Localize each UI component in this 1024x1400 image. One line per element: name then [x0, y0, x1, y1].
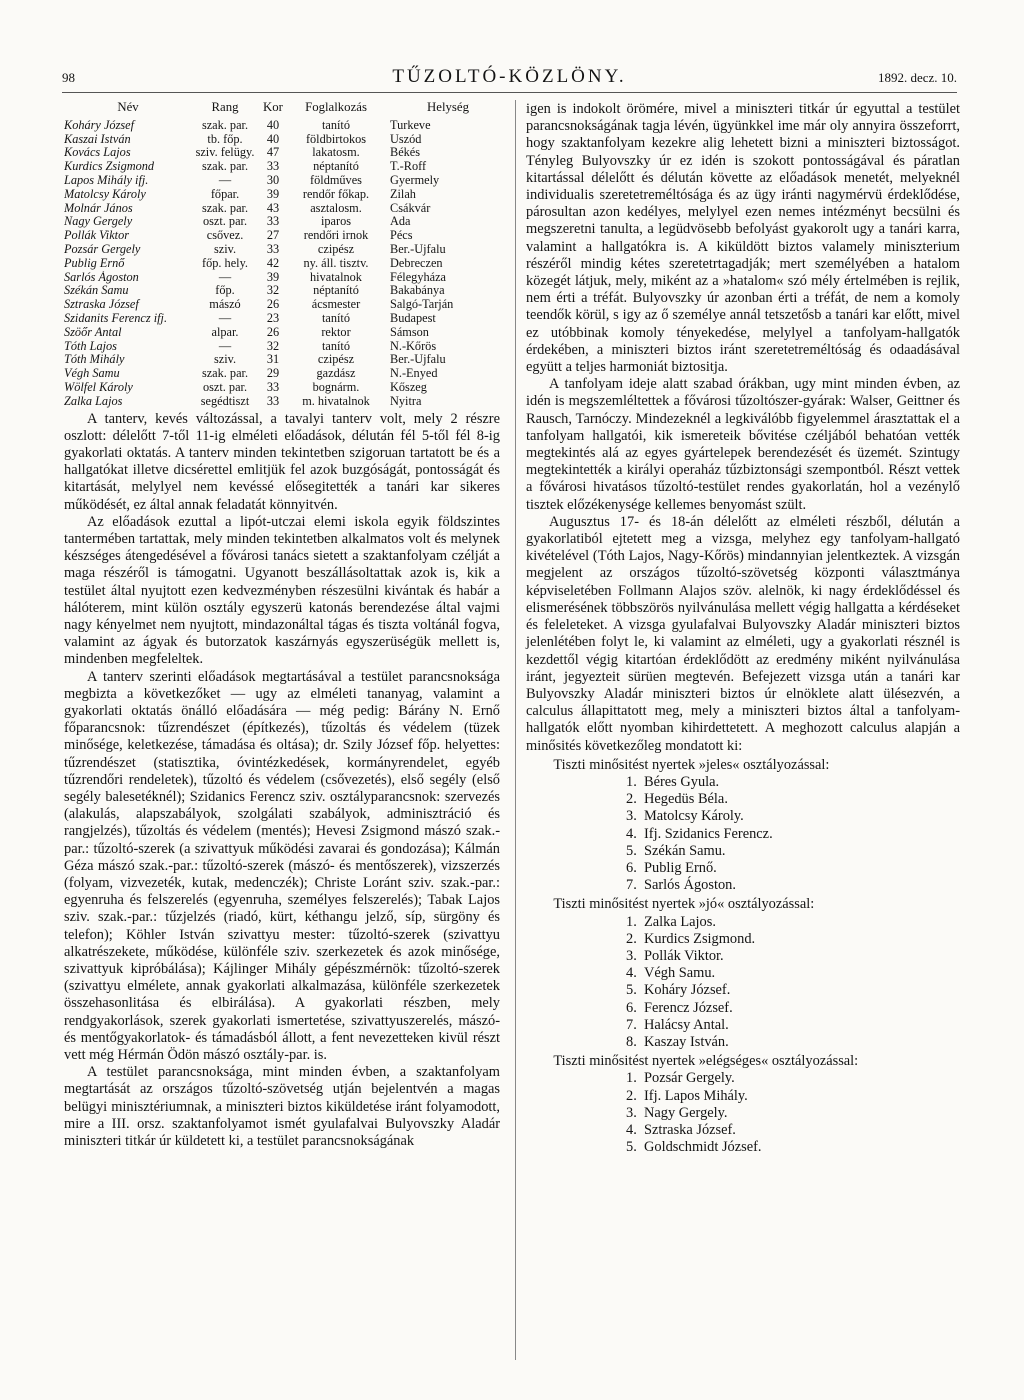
honor-list	[526, 757, 960, 895]
cell-town: Salgó-Tarján	[390, 298, 454, 312]
table-row	[64, 367, 506, 381]
honoree-name: Koháry József.	[644, 982, 731, 999]
cell-town: Bakabánya	[390, 284, 445, 298]
cell-age: 32	[266, 339, 280, 353]
cell-name: Pozsár Gergely	[64, 242, 141, 256]
table-header-row	[64, 101, 506, 119]
honoree-name: Sarlós Ágoston.	[644, 877, 736, 894]
cell-name: Tóth Lajos	[64, 339, 117, 353]
cell-town: N.-Kőrös	[390, 339, 437, 353]
cell-occupation: lakatosm.	[312, 146, 360, 160]
paragraph: Az előadások ezuttal a lipót-utczai elemi iskola egyik földszintes tantermében tartattak, mely minden tekintetben alkalmatos volt és melynek készséges átengedésével a fővárosi tanács sietett a szaktanfolyam czélját a maga részéről is támogatni. Ugyanott beszállásoltattak azok is, kik a testület által nyujtott ezen kedvezményben részesülni kivántak és habár a hálóterem, mint külön osztály egyszerü katonás berendezése által vajmi nagy kényelmet nem nyujtott, mindazonáltal tágas és tiszta voltánál fogva, valamint az ágyak és butorzatok kaszárnyás egyszerüségük mellett is, mindenben megfeleltek.	[64, 513, 500, 668]
cell-town: Kőszeg	[390, 380, 427, 394]
participant-table	[64, 101, 506, 409]
cell-occupation: czipész	[317, 353, 355, 367]
cell-name: Kaszai István	[64, 132, 131, 146]
cell-rank: tb. főp.	[207, 132, 243, 146]
cell-name: Zalka Lajos	[64, 394, 123, 408]
list-item	[526, 774, 960, 791]
cell-occupation: gazdász	[316, 367, 356, 381]
cell-rank: sziv.	[213, 353, 237, 367]
list-number: 8.	[626, 1033, 637, 1050]
cell-rank: segédtiszt	[200, 394, 250, 408]
cell-town: Zilah	[390, 187, 416, 201]
cell-age: 26	[266, 298, 280, 312]
cell-occupation: ny. áll. tisztv.	[303, 256, 369, 270]
cell-age: 31	[266, 353, 280, 367]
list-number: 5.	[626, 1139, 637, 1156]
cell-rank: sziv.	[213, 242, 237, 256]
list-item	[526, 1088, 960, 1105]
list-item	[526, 948, 960, 965]
cell-age: 33	[266, 215, 280, 229]
cell-name: Molnár János	[64, 201, 133, 215]
list-number: 2.	[626, 791, 637, 808]
cell-age: 33	[266, 242, 280, 256]
column-divider	[515, 100, 516, 1360]
cell-rank: —	[218, 339, 232, 353]
cell-rank: oszt. par.	[202, 215, 248, 229]
cell-town: T.-Roff	[390, 160, 427, 174]
cell-town: Debreczen	[390, 256, 443, 270]
honoree-name: Pozsár Gergely.	[644, 1070, 735, 1087]
table-row	[64, 188, 506, 202]
table-row	[64, 174, 506, 188]
cell-town: Sámson	[390, 325, 429, 339]
cell-occupation: földműves	[310, 173, 362, 187]
cell-rank: mászó	[209, 298, 241, 312]
list-number: 7.	[626, 1016, 637, 1033]
qualification-lists	[526, 757, 960, 1157]
cell-age: 23	[266, 311, 280, 325]
list-item	[526, 1017, 960, 1034]
left-column	[64, 101, 500, 1150]
cell-rank: főp. hely.	[202, 256, 248, 270]
table-row	[64, 271, 506, 285]
list-item	[526, 877, 960, 894]
honoree-name: Halácsy Antal.	[644, 1016, 729, 1033]
page-header	[62, 66, 957, 92]
cell-name: Lapos Mihály ifj.	[64, 173, 149, 187]
left-article-text	[64, 411, 500, 1151]
cell-occupation: rektor	[321, 325, 351, 339]
cell-name: Pollák Viktor	[64, 229, 129, 243]
table-row	[64, 146, 506, 160]
cell-town: Turkeve	[390, 118, 431, 132]
cell-town: Gyermely	[390, 173, 440, 187]
table-row	[64, 160, 506, 174]
table-row	[64, 340, 506, 354]
honoree-name: Béres Gyula.	[644, 773, 720, 790]
paragraph: A tanterv szerinti előadások megtartásával a testület parancsnoksága megbizta a következőket — ugy az elméleti tananyag, valamint a gyakorlati oktatás önálló előadására — még pedig: Bárány N. Ernő főparancsnok: tűzrendészet (építkezés), tűzoltás és védelem (tüzek minősége, keletkezése, támadása és oltása); dr. Szily József főp. helyettes: tűzrendészet (statisztika, óvintézkedések, kormányrendelet, egyéb tűzrendőri rendeletek), tűzoltó és védelem (csővezetés), első segély (első segély balesetéknél); Szidanics Ferencz sziv. osztályparancsnok: szervezés (alakulás, alapszabályok, szolgálati szabályok, adminisztráció és rangjelzés), tűzoltás és védelem (mentés); Hevesi Zsigmond mászó szak.-par.: tűzoltó-szerek (a szivattyuk működési zavarai és gondozása); Kálmán Géza mászó szak.-par.: tűzoltó-szerek (mászó- és mentőszerek), vizszerzés (folyam, vizvezeték, kutak, medenczék); Christe Loránt sziv. szak.-par.: egyenruha és felszerelés (egyenruha, személyes felszerelés); Tabak Lajos sziv. szak.-par.: tűzjelzés (riadó, kürt, kéthangu jelző, síp, sürgöny és telefon); Köhler István szivattyu mester: tűzoltó-szerek (szivattyu alkatrészekete, működése, különféle sziv. szerkezetek és azok minősége, szivattyuk kipróbálása); Kájlinger Mihály gépészmérnök: tűzoltó-szerek (szivattyu elmélete, annak gyakorlati alkalmazása, különféle szerkezetek összehasonlitása és elbirálása). A gyakorlati részben, mely rendgyakorlások, szerek gyakorlati ismertetése, szivattyuszerelés, mászó- és mentőgyakorlatok- és támadásból állott, a fent nevezetteken kivül részt vett még Hérmán Ödön mászó osztály-par. is.	[64, 668, 500, 1064]
cell-occupation: iparos	[320, 215, 352, 229]
cell-age: 27	[266, 229, 280, 243]
header-rule	[62, 92, 957, 93]
list-item	[526, 1122, 960, 1139]
list-number: 5.	[626, 842, 637, 859]
cell-age: 33	[266, 394, 280, 408]
cell-town: Ber.-Ujfalu	[390, 242, 446, 256]
list-item	[526, 860, 960, 877]
cell-name: Kurdics Zsigmond	[64, 160, 155, 174]
list-number: 6.	[626, 859, 637, 876]
list-number: 4.	[626, 825, 637, 842]
table-row	[64, 284, 506, 298]
honoree-name: Ifj. Szidanics Ferencz.	[644, 825, 773, 842]
honor-list-header: Tiszti minősitést nyertek »elégséges« osztályozással:	[553, 1053, 859, 1070]
col-header-town: Helység	[427, 100, 469, 114]
cell-occupation: ácsmester	[311, 298, 361, 312]
list-item	[526, 914, 960, 931]
list-number: 4.	[626, 965, 637, 982]
cell-town: Budapest	[390, 311, 436, 325]
cell-name: Tóth Mihály	[64, 353, 125, 367]
list-item	[526, 843, 960, 860]
cell-age: 26	[266, 325, 280, 339]
col-header-rank: Rang	[211, 100, 239, 114]
cell-occupation: hivatalnok	[310, 270, 362, 284]
cell-name: Kovács Lajos	[64, 146, 131, 160]
list-number: 3.	[626, 1104, 637, 1121]
cell-name: Székán Samu	[64, 284, 129, 298]
page-number: 98	[62, 70, 75, 85]
col-header-age: Kor	[263, 100, 283, 114]
cell-occupation: m. hivatalnok	[302, 394, 370, 408]
cell-occupation: tanító	[321, 118, 350, 132]
table-row	[64, 326, 506, 340]
cell-age: 30	[266, 173, 280, 187]
honoree-name: Sztraska József.	[644, 1121, 736, 1138]
honoree-name: Székán Samu.	[644, 842, 726, 859]
honor-list-header: Tiszti minősitést nyertek »jó« osztályozással:	[553, 896, 815, 913]
list-item	[526, 826, 960, 843]
list-number: 1.	[626, 913, 637, 930]
cell-age: 29	[266, 367, 280, 381]
list-number: 3.	[626, 808, 637, 825]
cell-name: Szidanits Ferencz ifj.	[64, 311, 168, 325]
list-number: 6.	[626, 999, 637, 1016]
cell-town: Ber.-Ujfalu	[390, 353, 446, 367]
cell-rank: főp.	[215, 284, 235, 298]
cell-age: 42	[266, 256, 280, 270]
list-number: 4.	[626, 1121, 637, 1138]
cell-name: Végh Samu	[64, 367, 120, 381]
table-row	[64, 243, 506, 257]
cell-age: 39	[266, 187, 280, 201]
right-column	[526, 101, 960, 1156]
honoree-name: Végh Samu.	[644, 965, 716, 982]
cell-town: N.-Enyed	[390, 367, 438, 381]
honoree-name: Zalka Lajos.	[644, 913, 716, 930]
honoree-name: Publig Ernő.	[644, 859, 717, 876]
table-row	[64, 381, 506, 395]
table-row	[64, 312, 506, 326]
cell-rank: csővez.	[206, 229, 244, 243]
paragraph: A testület parancsnoksága, mint minden évben, a szaktanfolyam megtartását az országos tűzoltó-szövetség utján bejelentvén a magas belügyi minisztériumnak, a miniszteri biztos kiküldetése iránt folyamodott, mire a III. orsz. szaktanfolyamot ismét gyulafalvai Bulyovszky Aladár miniszteri titkár úr küldetett ki, a testület parancsnokságának	[64, 1064, 500, 1150]
cell-occupation: tanító	[321, 311, 350, 325]
table-row	[64, 257, 506, 271]
list-number: 2.	[626, 1087, 637, 1104]
cell-town: Pécs	[390, 229, 413, 243]
list-item	[526, 1000, 960, 1017]
honoree-name: Ferencz József.	[644, 999, 733, 1016]
col-header-occupation: Foglalkozás	[305, 100, 367, 114]
list-item	[526, 1070, 960, 1087]
cell-occupation: földbirtokos	[305, 132, 367, 146]
cell-name: Nagy Gergely	[64, 215, 133, 229]
honoree-name: Kaszay István.	[644, 1033, 729, 1050]
honor-list	[526, 1053, 960, 1156]
list-number: 3.	[626, 947, 637, 964]
cell-rank: szak. par.	[201, 118, 249, 132]
honoree-name: Goldschmidt József.	[644, 1139, 762, 1156]
cell-occupation: néptanító	[313, 284, 359, 298]
cell-occupation: asztalosm.	[310, 201, 362, 215]
cell-name: Koháry József	[64, 118, 135, 132]
cell-occupation: czipész	[317, 242, 355, 256]
cell-town: Uszód	[390, 132, 422, 146]
cell-age: 32	[266, 284, 280, 298]
cell-age: 39	[266, 270, 280, 284]
cell-name: Publig Ernő	[64, 256, 125, 270]
honoree-name: Nagy Gergely.	[644, 1104, 728, 1121]
table-body	[64, 119, 506, 409]
cell-age: 33	[266, 380, 280, 394]
cell-occupation: tanító	[321, 339, 350, 353]
cell-town: Békés	[390, 146, 421, 160]
honor-names	[526, 1070, 960, 1156]
honoree-name: Ifj. Lapos Mihály.	[644, 1087, 748, 1104]
paragraph: Augusztus 17- és 18-án délelőtt az elméleti részből, délután a gyakorlatiból ejtetett meg a vizsga, melyhez egy tanfolyam-hallgató kivételével (Tóth Lajos, Nagy-Kőrös) mindannyian jelentkeztek. A vizsgán megjelent az országos tűzoltó-szövetség központi választmánya képviseletében Follmann Alajos szöv. alelnök, ki nagy érdeklődéssel és elismerésének többszörös nyilvánulása mellett végig hallgatta a kérdéseket és feleleteket. A vizsga gyulafalvai Bulyovszky Aladár miniszteri biztos jelenlétében folyt le, ki valamint az elméleti, ugy a gyakorlati résznél is kezdettől végig kitartóan érdeklődött az eredmény miként nyilvánulása iránt, jegyezteit sürüen megtevén. Befejezett vizsga után a tanári kar Bulyovszky Aladár miniszteri biztos úr elnöklete alatt ülésezvén, a calculus állapittatott meg, mely a miniszteri biztos által a tanfolyam-hallgatók előtt nyomban kihirdettetett. A meghozott calculus alapján a minősités következőleg mondatott ki:	[526, 513, 960, 754]
cell-rank: szak. par.	[201, 367, 249, 381]
cell-town: Félegyháza	[390, 270, 446, 284]
paragraph: igen is indokolt örömére, mivel a miniszteri titkár úr egyuttal a testület parancsnokságának tagja lévén, ügyünkkel ime már oly annyira összeforrt, hogy szaktanfolyam kezekre alig lehetett bizni a miniszteri biztosságot. Tényleg Bulyovszky úr ez idén is szokott pontosságával és páratlan kitartással délelőtt és délután követte az előadások menetét, melyeknél individualis szeretetreméltósága és az ügy iránti nagymérvü érdeklődése, párosultan azon kedélyes, melylyel ezen nemes intézményt becsülni és megszeretni tanulta, a legüdvösebb befolyást gyakorolt ugy a tanári karra, valamint a hallgatókra is. A kiküldött biztos valamely miniszterium részéről mindig kétes szeretetrtagadják; mert személyében a hatalom közegét látjuk, mely, miként az a »hatalom« szó mély értelmében is rejlik, nem érti a tréfát. Bulyovszky úr azonban érti a tréfát, de nem a komoly teendők körül, s igy az ő személye annál tetszetősb a tanári kar előtt, mivel ez utóbbinak komoly tényekedése, melylyel a tanfolyam-hallgatók érdekében, a miniszteri biztos iránt szeretetreméltóság és odaadásával együtt a teljes harmoniát biztositja.	[526, 101, 960, 376]
honor-list-header: Tiszti minősitést nyertek »jeles« osztályozással:	[553, 756, 830, 773]
paragraph: A tanterv, kevés változással, a tavalyi tanterv volt, mely 2 részre oszlott: délelőtt 7-től 11-ig elméleti előadások, délután fél 5-től fél 8-ig gyakorlati oktatás. A tanterv minden tekintetben szigoruan tartatott be és a hallgatókat illetve dicsérettel emlitjük fel azok buzgóságát, pontosságát és kitartását, melylyel nem kevéssé elősegitették a tanári kar sikeres működését, ez által annak feladatát könnyitvén.	[64, 410, 500, 513]
cell-rank: —	[218, 311, 232, 325]
honor-list	[526, 896, 960, 1051]
cell-name: Szöőr Antal	[64, 325, 122, 339]
list-item	[526, 1105, 960, 1122]
cell-rank: szak. par.	[201, 201, 249, 215]
list-item	[526, 965, 960, 982]
cell-occupation: bognárm.	[312, 380, 360, 394]
table-row	[64, 215, 506, 229]
cell-rank: sziv. felügy.	[195, 146, 255, 160]
list-item	[526, 791, 960, 808]
list-number: 7.	[626, 877, 637, 894]
table-row	[64, 353, 506, 367]
list-item	[526, 982, 960, 999]
list-item	[526, 808, 960, 825]
table-row	[64, 133, 506, 147]
cell-town: Ada	[390, 215, 411, 229]
cell-rank: —	[218, 270, 232, 284]
cell-name: Wölfel Károly	[64, 380, 133, 394]
paragraph: A tanfolyam ideje alatt szabad órákban, ugy mint minden évben, az idén is megszemléltettek a fővárosi tűzoltószer-gyárak: Walser, Geittner és Rausch, Tarnóczy. Mindezeknél a legkiválóbb figyelemmel árasztattak el a tanfolyam hallgatói, kik ismereteik bővitése czéljából behatóan vették megtekintés alá az egyes gyártelepek berendezését és üzemét. Szintugy megtekintették a királyi operaház tűzbiztonsági szempontból. Részt vettek a fővárosi hivatásos tűzoltó-testület rendes gyakorlatán, hol a vezénylő tisztek előzékenysége kellemes benyomást szült.	[526, 376, 960, 513]
cell-name: Sztraska József	[64, 298, 139, 312]
cell-occupation: néptanító	[313, 160, 359, 174]
table-row	[64, 119, 506, 133]
list-item	[526, 931, 960, 948]
list-item	[526, 1034, 960, 1051]
journal-title: TŰZOLTÓ-KÖZLÖNY.	[392, 66, 627, 87]
issue-date: 1892. decz. 10.	[877, 70, 957, 85]
cell-town: Csákvár	[390, 201, 431, 215]
list-number: 1.	[626, 773, 637, 790]
honoree-name: Pollák Viktor.	[644, 947, 724, 964]
table-row	[64, 202, 506, 216]
cell-town: Nyitra	[390, 394, 422, 408]
cell-occupation: rendőr főkap.	[302, 187, 370, 201]
col-header-name: Név	[117, 100, 139, 114]
cell-rank: szak. par.	[201, 160, 249, 174]
honor-names	[526, 774, 960, 894]
list-number: 5.	[626, 982, 637, 999]
cell-age: 40	[266, 118, 280, 132]
table-row	[64, 395, 506, 409]
cell-rank: oszt. par.	[202, 380, 248, 394]
cell-age: 43	[266, 201, 280, 215]
list-item	[526, 1139, 960, 1156]
cell-occupation: rendőri irnok	[303, 229, 369, 243]
cell-name: Matolcsy Károly	[64, 187, 146, 201]
cell-age: 33	[266, 160, 280, 174]
cell-rank: —	[218, 173, 232, 187]
honoree-name: Kurdics Zsigmond.	[644, 930, 756, 947]
table-row	[64, 298, 506, 312]
list-number: 2.	[626, 930, 637, 947]
list-number: 1.	[626, 1070, 637, 1087]
honoree-name: Hegedüs Béla.	[644, 791, 728, 808]
honoree-name: Matolcsy Károly.	[644, 808, 744, 825]
right-article-text	[526, 101, 960, 755]
cell-age: 40	[266, 132, 280, 146]
cell-rank: alpar.	[211, 325, 239, 339]
cell-rank: főpar.	[210, 187, 240, 201]
cell-name: Sarlós Ágoston	[64, 270, 139, 284]
table-row	[64, 229, 506, 243]
cell-age: 47	[266, 146, 280, 160]
honor-names	[526, 914, 960, 1052]
